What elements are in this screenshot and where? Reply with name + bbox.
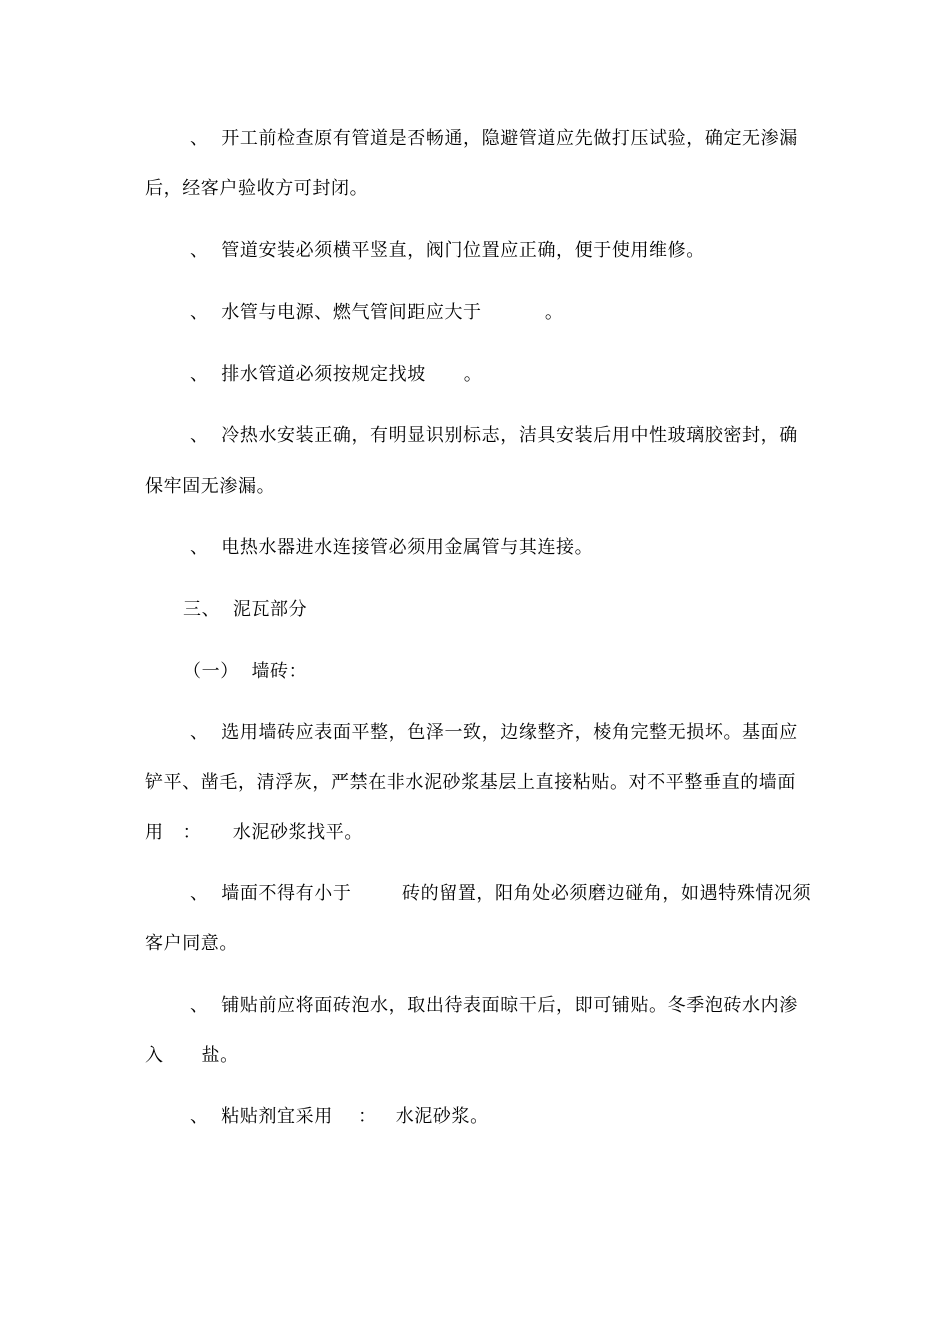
paragraph-hot-cold-line-1: 、 冷热水安装正确，有明显识别标志，洁具安装后用中性玻璃胶密封，确 [190,425,798,446]
paragraph-soak-line-1: 、 铺贴前应将面砖泡水，取出待表面晾干后，即可铺贴。冬季泡砖水内渗 [190,995,798,1016]
paragraph-pipe-check-line-2: 后，经客户验收方可封闭。 [145,178,369,199]
paragraph-water-heater: 、 电热水器进水连接管必须用金属管与其连接。 [190,537,594,558]
paragraph-tile-select-line-2: 铲平、凿毛，清浮灰，严禁在非水泥砂浆基层上直接粘贴。对不平整垂直的墙面 [145,772,796,793]
paragraph-wall-cut-line-1: 、 墙面不得有小于 砖的留置，阳角处必须磨边碰角，如遇特殊情况须 [190,883,812,904]
paragraph-wall-cut-line-2: 客户同意。 [145,933,238,954]
paragraph-pipe-install: 、 管道安装必须横平竖直，阀门位置应正确，便于使用维修。 [190,240,705,261]
paragraph-drain-slope: 、 排水管道必须按规定找坡 。 [190,364,483,385]
paragraph-soak-line-2: 入 盐。 [145,1045,239,1066]
paragraph-tile-select-line-1: 、 选用墙砖应表面平整，色泽一致，边缘整齐，棱角完整无损坏。基面应 [190,722,798,743]
paragraph-pipe-spacing: 、 水管与电源、燃气管间距应大于 。 [190,302,564,323]
section-heading-tiling: 三、 泥瓦部分 [183,599,308,620]
paragraph-tile-select-line-3: 用 ： 水泥砂浆找平。 [145,822,363,843]
paragraph-pipe-check-line-1: 、 开工前检查原有管道是否畅通，隐避管道应先做打压试验，确定无渗漏 [190,128,798,149]
paragraph-hot-cold-line-2: 保牢固无渗漏。 [145,476,276,497]
paragraph-adhesive: 、 粘贴剂宜采用 ： 水泥砂浆。 [190,1106,489,1127]
subsection-heading-wall-tiles: （一） 墙砖： [183,661,308,682]
